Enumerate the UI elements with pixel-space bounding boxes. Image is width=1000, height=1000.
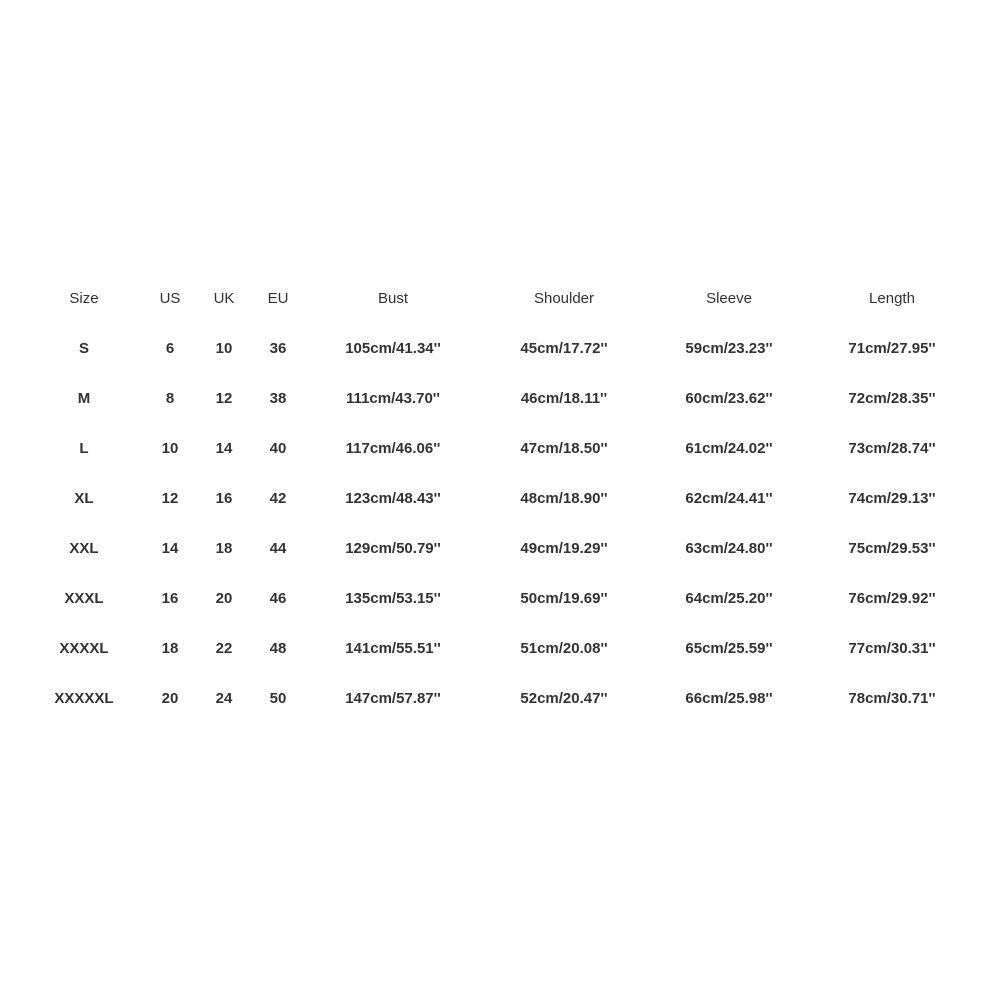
cell-uk: 24 — [215, 690, 233, 707]
cell-eu: 36 — [269, 340, 287, 357]
header-length: Length — [869, 290, 915, 307]
cell-shoulder: 48cm/18.90'' — [520, 490, 608, 507]
table-row — [0, 674, 1000, 724]
cell-us: 8 — [165, 390, 175, 407]
cell-shoulder: 47cm/18.50'' — [520, 440, 608, 457]
cell-sleeve: 65cm/25.59'' — [685, 640, 773, 657]
cell-bust: 123cm/48.43'' — [345, 490, 441, 507]
cell-shoulder: 52cm/20.47'' — [520, 690, 608, 707]
cell-eu: 38 — [269, 390, 287, 407]
cell-us: 14 — [161, 540, 179, 557]
header-size: Size — [69, 290, 99, 307]
cell-bust: 111cm/43.70'' — [346, 390, 440, 407]
header-bust: Bust — [377, 290, 408, 307]
table-row — [0, 424, 1000, 474]
cell-bust: 129cm/50.79'' — [345, 540, 441, 557]
cell-length: 78cm/30.71'' — [848, 690, 936, 707]
cell-shoulder: 46cm/18.11'' — [520, 390, 608, 407]
cell-eu: 40 — [269, 440, 287, 457]
size-chart-table — [0, 274, 1000, 724]
cell-sleeve: 64cm/25.20'' — [685, 590, 773, 607]
cell-eu: 42 — [269, 490, 287, 507]
cell-bust: 141cm/55.51'' — [345, 640, 441, 657]
cell-size: L — [79, 440, 89, 457]
cell-bust: 105cm/41.34'' — [345, 340, 441, 357]
cell-eu: 46 — [269, 590, 287, 607]
table-row — [0, 374, 1000, 424]
cell-size: XXXXL — [59, 640, 109, 657]
cell-sleeve: 62cm/24.41'' — [685, 490, 773, 507]
cell-us: 18 — [161, 640, 179, 657]
cell-uk: 14 — [215, 440, 233, 457]
cell-us: 16 — [161, 590, 179, 607]
cell-length: 74cm/29.13'' — [848, 490, 936, 507]
cell-us: 20 — [161, 690, 179, 707]
cell-length: 71cm/27.95'' — [848, 340, 936, 357]
header-eu: EU — [267, 290, 289, 307]
cell-uk: 22 — [215, 640, 233, 657]
cell-size: S — [78, 340, 89, 357]
cell-bust: 135cm/53.15'' — [345, 590, 441, 607]
cell-bust: 117cm/46.06'' — [345, 440, 441, 457]
cell-uk: 12 — [215, 390, 233, 407]
cell-us: 6 — [165, 340, 175, 357]
cell-eu: 48 — [269, 640, 287, 657]
cell-us: 10 — [161, 440, 179, 457]
cell-us: 12 — [161, 490, 179, 507]
cell-size: XXXXXL — [54, 690, 114, 707]
cell-shoulder: 51cm/20.08'' — [520, 640, 608, 657]
table-row — [0, 574, 1000, 624]
cell-sleeve: 59cm/23.23'' — [685, 340, 773, 357]
table-row — [0, 524, 1000, 574]
cell-size: M — [77, 390, 91, 407]
cell-uk: 16 — [215, 490, 233, 507]
cell-size: XXXL — [64, 590, 104, 607]
table-body — [0, 324, 1000, 724]
cell-length: 77cm/30.31'' — [848, 640, 936, 657]
table-header-row — [0, 274, 1000, 324]
cell-length: 73cm/28.74'' — [848, 440, 936, 457]
header-sleeve: Sleeve — [706, 290, 752, 307]
cell-size: XL — [74, 490, 94, 507]
header-us: US — [159, 290, 181, 307]
cell-sleeve: 63cm/24.80'' — [685, 540, 773, 557]
cell-shoulder: 50cm/19.69'' — [520, 590, 608, 607]
cell-sleeve: 66cm/25.98'' — [685, 690, 773, 707]
cell-uk: 10 — [215, 340, 233, 357]
cell-uk: 20 — [215, 590, 233, 607]
header-shoulder: Shoulder — [533, 290, 595, 307]
cell-uk: 18 — [215, 540, 233, 557]
table-row — [0, 474, 1000, 524]
cell-length: 72cm/28.35'' — [848, 390, 936, 407]
cell-shoulder: 45cm/17.72'' — [520, 340, 608, 357]
header-uk: UK — [213, 290, 235, 307]
cell-length: 76cm/29.92'' — [848, 590, 936, 607]
cell-eu: 44 — [269, 540, 287, 557]
table-row — [0, 624, 1000, 674]
cell-length: 75cm/29.53'' — [848, 540, 936, 557]
cell-shoulder: 49cm/19.29'' — [520, 540, 608, 557]
cell-sleeve: 60cm/23.62'' — [685, 390, 773, 407]
cell-bust: 147cm/57.87'' — [345, 690, 441, 707]
cell-sleeve: 61cm/24.02'' — [685, 440, 773, 457]
cell-eu: 50 — [269, 690, 287, 707]
table-row — [0, 324, 1000, 374]
cell-size: XXL — [69, 540, 99, 557]
